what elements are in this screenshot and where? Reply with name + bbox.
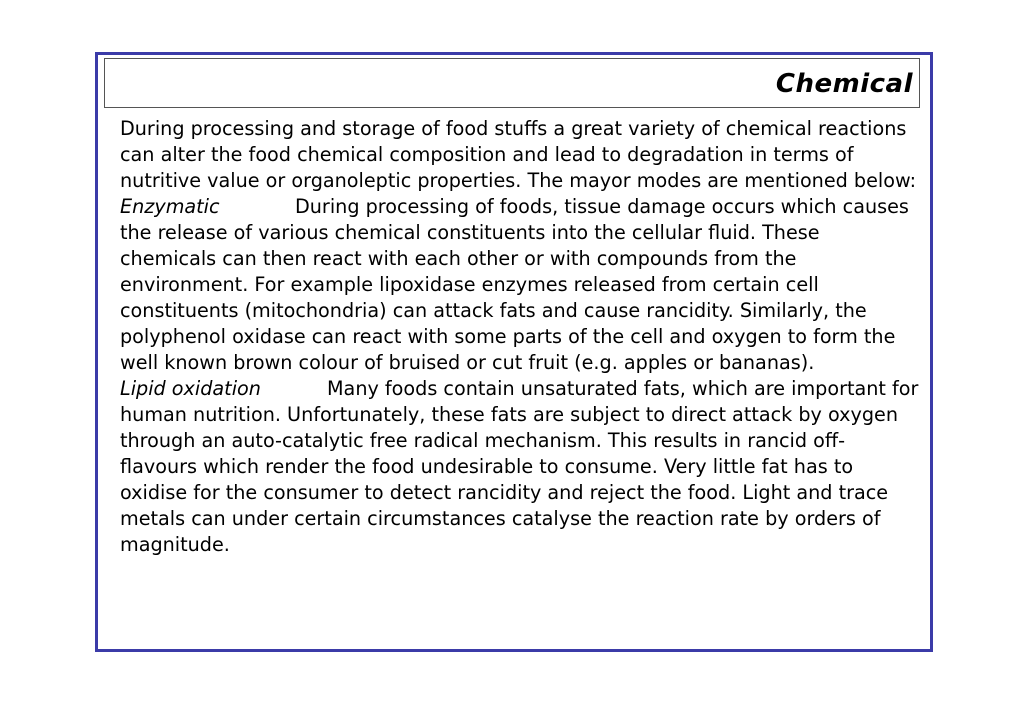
section-enzymatic bbox=[120, 194, 920, 376]
slide-body bbox=[120, 116, 920, 558]
intro-paragraph: During processing and storage of food stuffs a great variety of chemical reactions can alter the food chemical composition and lead to degradation in terms of nutritive value or organoleptic properties. The mayor modes are mentioned below: bbox=[120, 117, 917, 192]
slide-frame bbox=[95, 52, 933, 652]
section-text-enzymatic: During processing of foods, tissue damage occurs which causes the release of various chemical constituents into the cellular fluid. These chemicals can then react with each other or with compounds from the environment. For example lipoxidase enzymes released from certain cell constituents (mitochondria) can attack fats and cause rancidity. Similarly, the polyphenol oxidase can react with some parts of the cell and oxygen to form the well known brown colour of bruised or cut fruit (e.g. apples or bananas). bbox=[120, 195, 909, 374]
section-term-enzymatic: Enzymatic bbox=[120, 195, 220, 218]
section-lipid-oxidation bbox=[120, 376, 920, 558]
section-term-lipid-oxidation: Lipid oxidation bbox=[120, 377, 261, 400]
title-box bbox=[104, 58, 920, 108]
slide-title: Chemical bbox=[775, 69, 913, 99]
section-text-lipid-oxidation: Many foods contain unsaturated fats, which are important for human nutrition. Unfortunately, these fats are subject to direct attack by oxygen through an auto-catalytic free radical mechanism. This results in rancid off-flavours which render the food undesirable to consume. Very little fat has to oxidise for the consumer to detect rancidity and reject the food. Light and trace metals can under certain circumstances catalyse the reaction rate by orders of magnitude. bbox=[120, 377, 919, 556]
